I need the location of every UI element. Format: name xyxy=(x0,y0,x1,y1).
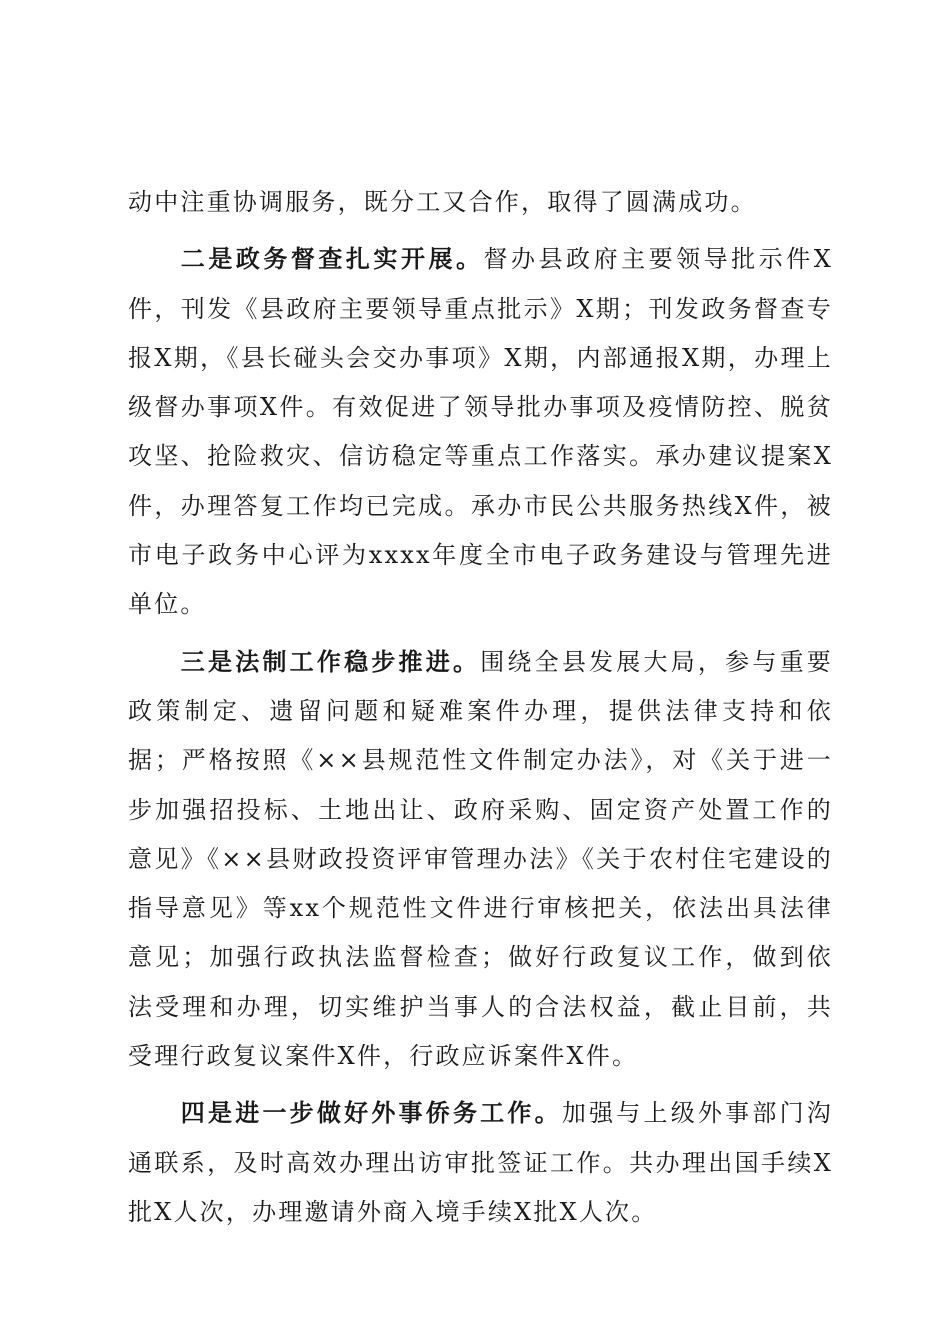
paragraph-body: 加强与上级外事部门沟通联系，及时高效办理出访审批签证工作。共办理出国手续X批X人次，办理邀请外商入境手续X批X人次。 xyxy=(128,1099,833,1226)
paragraph-heading: 二是政务督查扎实开展。 xyxy=(180,244,484,274)
paragraph-body: 督办县政府主要领导批示件X件，刊发《县政府主要领导重点批示》X期；刊发政务督查专报X期，《县长碰头会交办事项》X期，内部通报X期，办理上级督办事项X件。有效促进了领导批办事项及疫情防控、脱贫攻坚、抢险救灾、信访稳定等重点工作落实。承办建议提案X件，办理答复工作均已完成。承办市民公共服务热线X件，被市电子政务中心评为xxxx年度全市电子政务建设与管理先进单位。 xyxy=(128,245,834,619)
paragraph-heading: 三是法制工作稳步推进。 xyxy=(180,646,481,676)
paragraph-continuation xyxy=(128,178,833,227)
paragraph-body: 动中注重协调服务，既分工又合作，取得了圆满成功。 xyxy=(128,188,757,216)
paragraph-heading: 四是进一步做好外事侨务工作。 xyxy=(180,1098,562,1128)
paragraph-foreign-affairs xyxy=(128,1088,833,1237)
paragraph-government-supervision xyxy=(128,234,833,629)
document-body xyxy=(128,178,833,1237)
paragraph-legal-work xyxy=(128,637,833,1082)
paragraph-body: 围绕全县发展大局，参与重要政策制定、遗留问题和疑难案件办理，提供法律支持和依据；严格按照《××县规范性文件制定办法》，对《关于进一步加强招投标、土地出让、政府采购、固定资产处置工作的意见》《××县财政投资评审管理办法》《关于农村住宅建设的指导意见》等xx个规范性文件进行审核把关，依法出具法律意见；加强行政执法监督检查；做好行政复议工作，做到依法受理和办理，切实维护当事人的合法权益，截止目前，共受理行政复议案件X件，行政应诉案件X件。 xyxy=(128,647,833,1071)
